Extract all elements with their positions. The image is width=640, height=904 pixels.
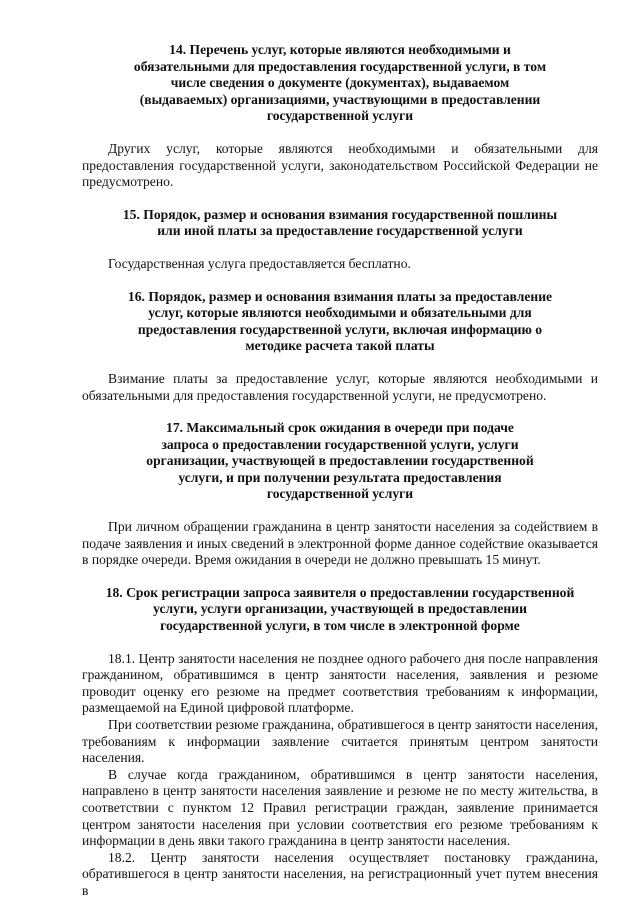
section-18-paragraph-2: При соответствии резюме гражданина, обратившегося в центр занятости населения, требованиям к информации заявление считается принятым центром занятости населения. xyxy=(82,717,598,766)
section-15-body: Государственная услуга предоставляется бесплатно. xyxy=(108,255,411,271)
section-14-body: Других услуг, которые являются необходимыми и обязательными для предоставления государственной услуги, законодательством Российской Федерации не предусмотрено. xyxy=(82,140,598,190)
section-16-body: Взимание платы за предоставление услуг, которые являются необходимыми и обязательными для предоставления государственной услуги, не предусмотрено. xyxy=(82,370,598,403)
section-14-heading: 14. Перечень услуг, которые являются необходимыми и обязательными для предоставления государственной услуги, в том числе сведения о документе (документах), выдаваемом (выдаваемых) организациями, участвующими в предоставлении государственной услуги xyxy=(133,42,547,124)
section-18-heading: 18. Срок регистрации запроса заявителя о предоставлении государственной услуги, услуги организации, участвующей в предоставлении государственной услуги, в том числе в электронной форме xyxy=(105,584,575,634)
section-15-heading: 15. Порядок, размер и основания взимания государственной пошлины или иной платы за предоставление государственной услуги xyxy=(122,206,558,239)
section-18-paragraph-3: В случае когда гражданином, обратившимся в центр занятости населения, направлено в центр занятости населения заявление и резюме не по месту жительства, в соответствии с пунктом 12 Правил регистрации граждан, заявление принимается центром занятости населения при условии соответствия его резюме требованиям к информации в день явки такого гражданина в центр занятости населения. xyxy=(82,766,598,849)
section-17-heading: 17. Максимальный срок ожидания в очереди при подаче запроса о предоставлении государственной услуги, услуги организации, участвующей в предоставлении государственной услуги, и при получении результата предоставления государственной услуги xyxy=(146,420,534,502)
section-18-paragraph-1: 18.1. Центр занятости населения не позднее одного рабочего дня после направления гражданином, обратившимся в центр занятости населения, заявления и резюме проводит оценку его резюме на предмет соответствия требованиям к информации, размещаемой на Единой цифровой платформе. xyxy=(82,650,598,716)
section-17-body: При личном обращении гражданина в центр занятости населения за содействием в подаче заявления и иных сведений в электронной форме данное содействие оказывается в порядке очереди. Время ожидания в очереди не должно превышать 15 минут. xyxy=(82,519,598,568)
section-16-heading: 16. Порядок, размер и основания взимания платы за предоставление услуг, которые являются необходимыми и обязательными для предоставления государственной услуги, включая информацию о методике расчета такой платы xyxy=(127,288,553,354)
section-18-paragraph-4: 18.2. Центр занятости населения осуществляет постановку гражданина, обратившегося в центр занятости населения, на регистрационный учет путем внесения в xyxy=(82,849,598,898)
